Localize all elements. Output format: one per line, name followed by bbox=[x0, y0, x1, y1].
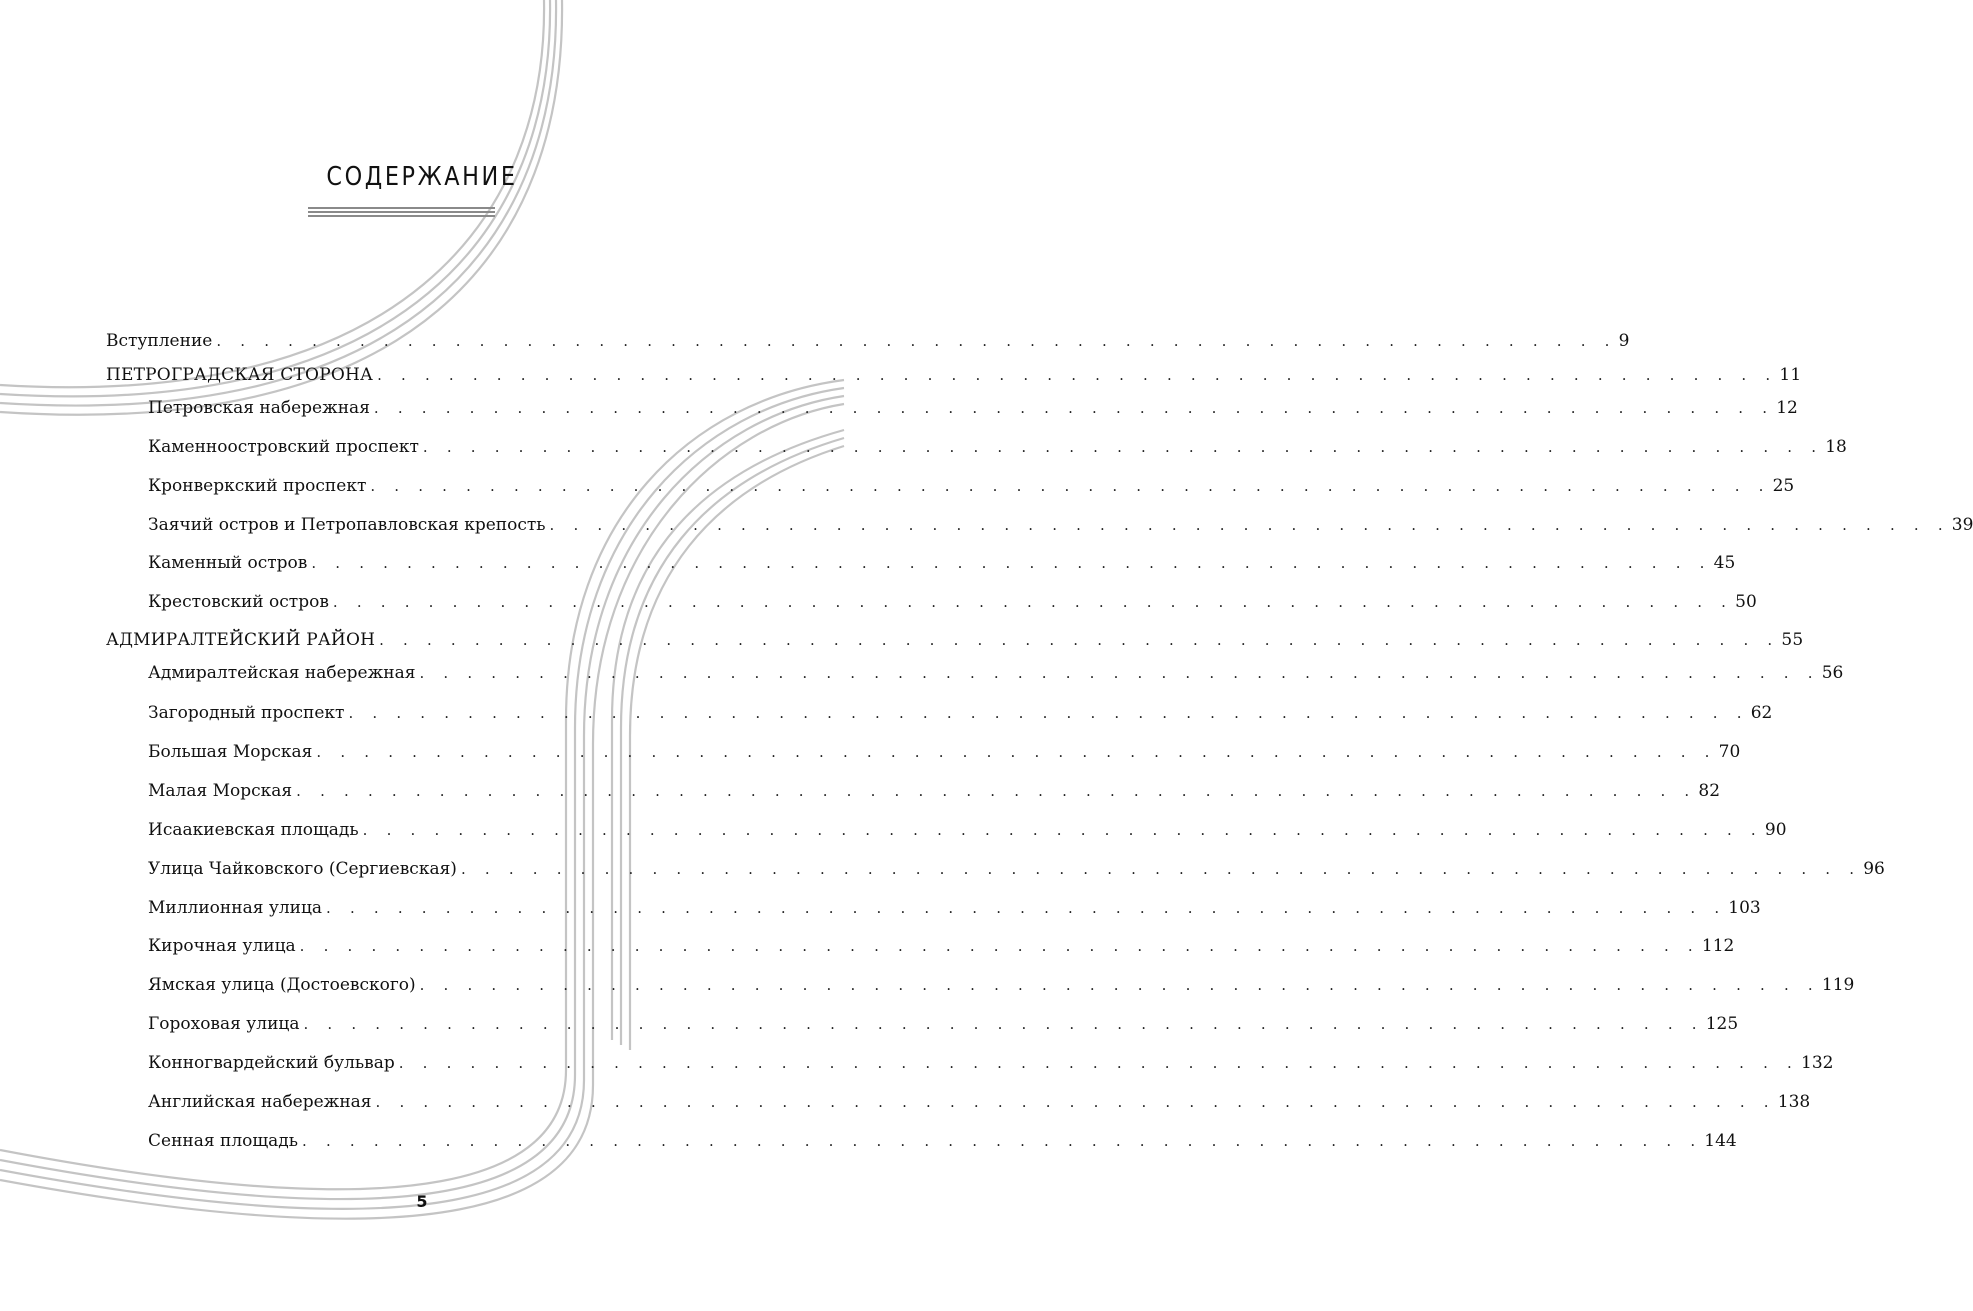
toc-entry-label: Кирочная улица bbox=[148, 936, 296, 956]
toc-entry[interactable] bbox=[148, 815, 1787, 841]
toc-section-page: 55 bbox=[1781, 630, 1804, 650]
toc-entry[interactable] bbox=[148, 1126, 1737, 1152]
dot-leader: . . . . . . . . . . . . . . . . . . . . . . . . . . . . . . . . . . . . . . . . . . . . . . . . . . . . . . . . . . . bbox=[302, 1132, 1703, 1150]
toc-section[interactable] bbox=[106, 360, 1802, 386]
toc-entry-label: Конногвардейский бульвар bbox=[148, 1053, 395, 1073]
dot-leader: . . . . . . . . . . . . . . . . . . . . . . . . . . . . . . . . . . . . . . . . . . . . . . . . . . . . . . . . . . . bbox=[303, 1015, 1704, 1033]
toc-entry[interactable] bbox=[148, 970, 1855, 996]
dot-leader: . . . . . . . . . . . . . . . . . . . . . . . . . . . . . . . . . . . . . . . . . . . . . . . . . . . . . . . . . . . bbox=[377, 366, 1778, 384]
toc-entry-label: Английская набережная bbox=[148, 1092, 372, 1112]
dot-leader: . . . . . . . . . . . . . . . . . . . . . . . . . . . . . . . . . . . . . . . . . . . . . . . . . . . . . . . . . . . bbox=[370, 477, 1771, 495]
toc-entry-label: Каменноостровский проспект bbox=[148, 437, 419, 457]
toc-entry-page: 144 bbox=[1704, 1131, 1737, 1151]
toc-entry-page: 112 bbox=[1701, 936, 1735, 956]
toc-entry[interactable] bbox=[148, 471, 1795, 497]
toc-entry-label: Каменный остров bbox=[148, 553, 308, 573]
toc-entry[interactable] bbox=[148, 931, 1735, 957]
toc-entry[interactable] bbox=[148, 393, 1798, 419]
toc-entry-label: Исаакиевская площадь bbox=[148, 820, 359, 840]
toc-section-label: ПЕТРОГРАДСКАЯ СТОРОНА bbox=[106, 365, 374, 385]
page-title: СОДЕРЖАНИЕ bbox=[326, 162, 518, 192]
toc-entry-page: 9 bbox=[1618, 331, 1630, 351]
toc-section-page: 11 bbox=[1779, 365, 1802, 385]
dot-leader: . . . . . . . . . . . . . . . . . . . . . . . . . . . . . . . . . . . . . . . . . . . . . . . . . . . . . . . . . . . bbox=[216, 332, 1617, 350]
toc-entry-label: Крестовский остров bbox=[148, 592, 329, 612]
toc-entry-label: Сенная площадь bbox=[148, 1131, 299, 1151]
dot-leader: . . . . . . . . . . . . . . . . . . . . . . . . . . . . . . . . . . . . . . . . . . . . . . . . . . . . . . . . . . . bbox=[332, 593, 1734, 611]
toc-entry-page: 70 bbox=[1718, 742, 1741, 762]
toc-entry-page: 62 bbox=[1750, 703, 1773, 723]
toc-entry-page: 103 bbox=[1728, 898, 1761, 918]
toc-entry[interactable] bbox=[148, 1009, 1739, 1035]
toc-entry-label: Вступление bbox=[106, 331, 213, 351]
toc-entry-page: 12 bbox=[1776, 398, 1798, 418]
dot-leader: . . . . . . . . . . . . . . . . . . . . . . . . . . . . . . . . . . . . . . . . . . . . . . . . . . . . . . . . . . . bbox=[326, 899, 1727, 917]
toc-entry-page: 90 bbox=[1764, 820, 1787, 840]
toc-entry[interactable] bbox=[148, 587, 1757, 613]
toc-entry[interactable] bbox=[148, 854, 1885, 880]
dot-leader: . . . . . . . . . . . . . . . . . . . . . . . . . . . . . . . . . . . . . . . . . . . . . . . . . . . . . . . . . . . bbox=[422, 438, 1824, 456]
toc-entry-label: Заячий остров и Петропавловская крепость bbox=[148, 515, 546, 535]
toc-entry[interactable] bbox=[148, 1048, 1834, 1074]
toc-entry-label: Малая Морская bbox=[148, 781, 293, 801]
toc-entry-label: Загородный проспект bbox=[148, 703, 345, 723]
dot-leader: . . . . . . . . . . . . . . . . . . . . . . . . . . . . . . . . . . . . . . . . . . . . . . . . . . . . . . . . . . . bbox=[379, 631, 1780, 649]
dot-leader: . . . . . . . . . . . . . . . . . . . . . . . . . . . . . . . . . . . . . . . . . . . . . . . . . . . . . . . . . . . bbox=[460, 860, 1862, 878]
toc-entry[interactable] bbox=[148, 548, 1736, 574]
dot-leader: . . . . . . . . . . . . . . . . . . . . . . . . . . . . . . . . . . . . . . . . . . . . . . . . . . . . . . . . . . . bbox=[362, 821, 1763, 839]
toc-entry-page: 56 bbox=[1821, 663, 1844, 683]
toc-entry-page: 132 bbox=[1801, 1053, 1834, 1073]
toc-entry-label: Улица Чайковского (Сергиевская) bbox=[148, 859, 457, 879]
toc-entry-page: 82 bbox=[1698, 781, 1721, 801]
toc-entry[interactable] bbox=[148, 893, 1761, 919]
toc-entry-page: 45 bbox=[1713, 553, 1736, 573]
toc-entry[interactable] bbox=[148, 510, 1973, 536]
dot-leader: . . . . . . . . . . . . . . . . . . . . . . . . . . . . . . . . . . . . . . . . . . . . . . . . . . . . . . . . . . . bbox=[373, 399, 1775, 417]
toc-entry-label: Адмиралтейская набережная bbox=[148, 663, 416, 683]
toc-entry[interactable] bbox=[148, 658, 1844, 684]
toc-section[interactable] bbox=[106, 625, 1804, 651]
toc-entry[interactable] bbox=[148, 432, 1847, 458]
toc-entry-page: 18 bbox=[1825, 437, 1847, 457]
toc-entry-page: 50 bbox=[1735, 592, 1757, 612]
toc-entry[interactable] bbox=[106, 326, 1630, 352]
dot-leader: . . . . . . . . . . . . . . . . . . . . . . . . . . . . . . . . . . . . . . . . . . . . . . . . . . . . . . . . . . . bbox=[549, 516, 1950, 534]
toc-entry-label: Большая Морская bbox=[148, 742, 313, 762]
dot-leader: . . . . . . . . . . . . . . . . . . . . . . . . . . . . . . . . . . . . . . . . . . . . . . . . . . . . . . . . . . . bbox=[375, 1093, 1776, 1111]
toc-entry-page: 39 bbox=[1951, 515, 1973, 535]
toc-entry-page: 96 bbox=[1863, 859, 1885, 879]
dot-leader: . . . . . . . . . . . . . . . . . . . . . . . . . . . . . . . . . . . . . . . . . . . . . . . . . . . . . . . . . . . bbox=[311, 554, 1712, 572]
toc-entry-label: Ямская улица (Достоевского) bbox=[148, 975, 416, 995]
toc-entry[interactable] bbox=[148, 698, 1773, 724]
toc-entry-label: Петровская набережная bbox=[148, 398, 370, 418]
toc-entry[interactable] bbox=[148, 776, 1721, 802]
dot-leader: . . . . . . . . . . . . . . . . . . . . . . . . . . . . . . . . . . . . . . . . . . . . . . . . . . . . . . . . . . . bbox=[296, 782, 1697, 800]
toc-entry-page: 125 bbox=[1705, 1014, 1739, 1034]
dot-leader: . . . . . . . . . . . . . . . . . . . . . . . . . . . . . . . . . . . . . . . . . . . . . . . . . . . . . . . . . . . bbox=[419, 664, 1820, 682]
toc-entry-page: 119 bbox=[1821, 975, 1855, 995]
dot-leader: . . . . . . . . . . . . . . . . . . . . . . . . . . . . . . . . . . . . . . . . . . . . . . . . . . . . . . . . . . . bbox=[419, 976, 1820, 994]
toc-entry[interactable] bbox=[148, 1087, 1811, 1113]
toc-section-label: АДМИРАЛТЕЙСКИЙ РАЙОН bbox=[106, 630, 376, 650]
dot-leader: . . . . . . . . . . . . . . . . . . . . . . . . . . . . . . . . . . . . . . . . . . . . . . . . . . . . . . . . . . . bbox=[398, 1054, 1799, 1072]
toc-entry[interactable] bbox=[148, 737, 1741, 763]
dot-leader: . . . . . . . . . . . . . . . . . . . . . . . . . . . . . . . . . . . . . . . . . . . . . . . . . . . . . . . . . . . bbox=[299, 937, 1700, 955]
toc-entry-label: Гороховая улица bbox=[148, 1014, 300, 1034]
dot-leader: . . . . . . . . . . . . . . . . . . . . . . . . . . . . . . . . . . . . . . . . . . . . . . . . . . . . . . . . . . . bbox=[316, 743, 1717, 761]
page-number: 5 bbox=[416, 1192, 428, 1211]
toc-entry-page: 25 bbox=[1772, 476, 1795, 496]
toc-entry-page: 138 bbox=[1777, 1092, 1811, 1112]
dot-leader: . . . . . . . . . . . . . . . . . . . . . . . . . . . . . . . . . . . . . . . . . . . . . . . . . . . . . . . . . . . bbox=[348, 704, 1749, 722]
toc-entry-label: Кронверкский проспект bbox=[148, 476, 367, 496]
toc-entry-label: Миллионная улица bbox=[148, 898, 323, 918]
